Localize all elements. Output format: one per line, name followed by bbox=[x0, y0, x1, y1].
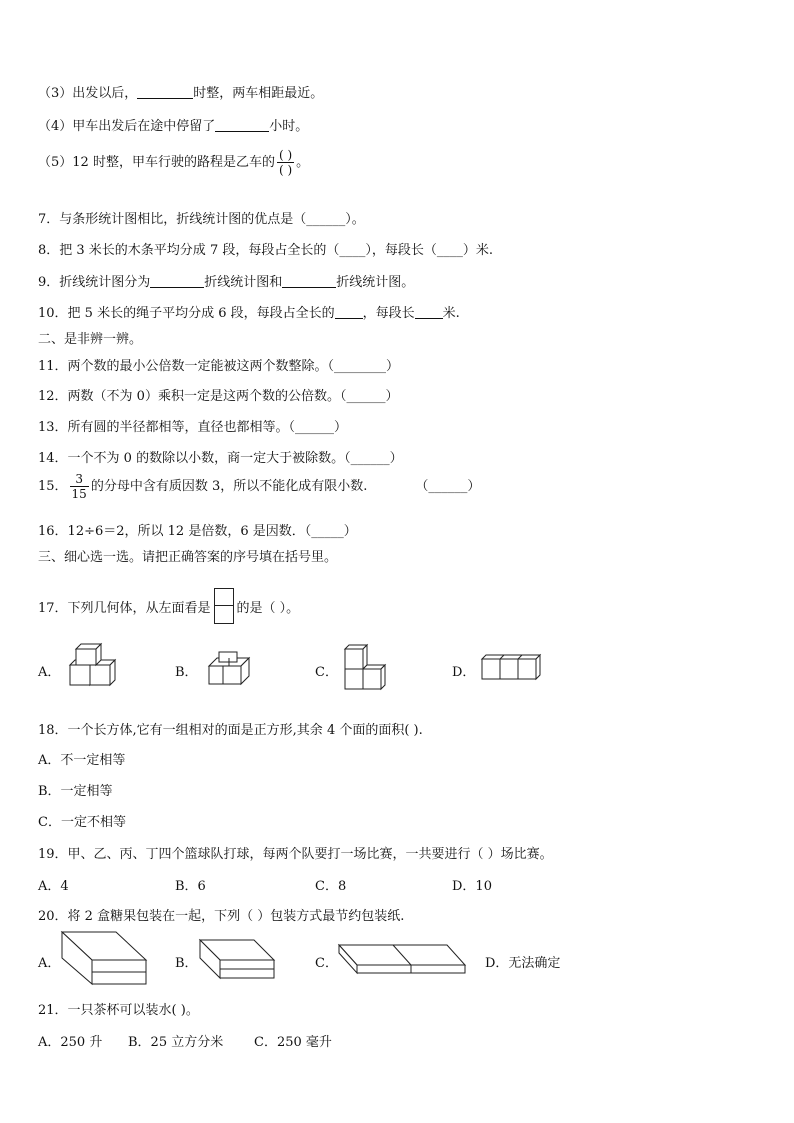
q9-pre: 9．折线统计图分为 bbox=[38, 275, 151, 290]
q17-option-a-cubes[interactable] bbox=[68, 643, 128, 693]
q15-blank[interactable]: （______） bbox=[415, 479, 481, 494]
fraction-denominator: ( ) bbox=[278, 163, 293, 177]
question-12: 12．两数（不为 0）乘积一定是这两个数的公倍数。（______） bbox=[38, 389, 399, 404]
question-18: 18．一个长方体,它有一组相对的面是正方形,其余 4 个面的面积( ). bbox=[38, 723, 423, 738]
q6-part5 bbox=[38, 148, 309, 177]
question-19: 19．甲、乙、丙、丁四个篮球队打球，每两个队要打一场比赛，一共要进行（ ）场比赛。 bbox=[38, 847, 553, 862]
fraction-numerator: 3 bbox=[75, 472, 83, 486]
q20-option-b-label[interactable]: B． bbox=[175, 956, 198, 971]
left-view-figure bbox=[214, 588, 234, 624]
cube-top bbox=[76, 644, 101, 665]
q17-pre: 17．下列几何体，从左面看是 bbox=[38, 601, 211, 616]
answer-blank[interactable] bbox=[415, 306, 443, 319]
q6-part5-post: 。 bbox=[296, 155, 310, 170]
q20-option-c-boxes[interactable] bbox=[337, 943, 469, 977]
question-13: 13．所有圆的半径都相等，直径也都相等。（______） bbox=[38, 420, 348, 435]
q19-option-d[interactable]: D．10 bbox=[452, 879, 492, 894]
fraction-blank[interactable] bbox=[277, 148, 294, 177]
q17-option-d-label[interactable]: D． bbox=[452, 665, 476, 680]
q17-post: 的是（ ）。 bbox=[236, 601, 300, 616]
fraction-denominator: 15 bbox=[71, 487, 87, 501]
question-20: 20．将 2 盒糖果包装在一起，下列（ ）包装方式最节约包装纸. bbox=[38, 909, 405, 924]
question-17 bbox=[38, 588, 299, 624]
q17-option-c-label[interactable]: C． bbox=[315, 665, 338, 680]
q20-option-d[interactable]: D．无法确定 bbox=[485, 956, 561, 971]
q18-option-c[interactable]: C．一定不相等 bbox=[38, 815, 126, 830]
answer-blank[interactable] bbox=[150, 275, 204, 288]
question-11: 11．两个数的最小公倍数一定能被这两个数整除。（________） bbox=[38, 359, 400, 374]
q15-text: 的分母中含有质因数 3，所以不能化成有限小数. bbox=[90, 479, 368, 494]
question-10 bbox=[38, 302, 460, 321]
question-21: 21．一只茶杯可以装水( )。 bbox=[38, 1003, 199, 1018]
q17-option-a-label[interactable]: A． bbox=[38, 665, 61, 680]
answer-blank[interactable] bbox=[282, 275, 336, 288]
q6-part5-pre: （5）12 时整，甲车行驶的路程是乙车的 bbox=[38, 155, 275, 170]
q18-option-a[interactable]: A．不一定相等 bbox=[38, 753, 126, 768]
question-8: 8．把 3 米长的木条平均分成 7 段，每段占全长的（____），每段长（____）米. bbox=[38, 243, 493, 258]
left-view-divider bbox=[215, 605, 233, 606]
question-15 bbox=[38, 472, 480, 501]
q19-option-a[interactable]: A．4 bbox=[38, 879, 69, 894]
answer-blank[interactable] bbox=[335, 306, 363, 319]
q15-pre: 15． bbox=[38, 479, 68, 494]
q19-option-c[interactable]: C．8 bbox=[315, 879, 347, 894]
question-14: 14．一个不为 0 的数除以小数，商一定大于被除数。（______） bbox=[38, 451, 403, 466]
q6-part3-pre: （3）出发以后， bbox=[38, 86, 138, 101]
q9-post: 折线统计图。 bbox=[336, 275, 415, 290]
q10-mid: ，每段长 bbox=[362, 306, 415, 321]
q6-part3 bbox=[38, 82, 323, 101]
answer-blank[interactable] bbox=[137, 86, 193, 99]
q17-option-b-cubes[interactable] bbox=[205, 650, 255, 690]
q6-part3-post: 时整，两车相距最近。 bbox=[193, 86, 324, 101]
q17-option-d-cubes[interactable] bbox=[480, 653, 550, 685]
q18-option-b[interactable]: B．一定相等 bbox=[38, 784, 113, 799]
q17-option-c-cubes[interactable] bbox=[343, 643, 393, 693]
q20-option-a-boxes[interactable] bbox=[60, 930, 150, 988]
q10-pre: 10．把 5 米长的绳子平均分成 6 段，每段占全长的 bbox=[38, 306, 335, 321]
q6-part4-pre: （4）甲车出发后在途中停留了 bbox=[38, 119, 216, 134]
q21-option-a[interactable]: A．250 升 bbox=[38, 1035, 103, 1050]
fraction-numerator: ( ) bbox=[278, 148, 293, 162]
section-2-heading: 二、是非辨一辨。 bbox=[38, 332, 143, 347]
q21-option-b[interactable]: B．25 立方分米 bbox=[128, 1035, 224, 1050]
q21-option-c[interactable]: C．250 毫升 bbox=[254, 1035, 332, 1050]
fraction bbox=[70, 472, 89, 501]
q20-option-b-boxes[interactable] bbox=[198, 938, 278, 982]
q19-option-b[interactable]: B．6 bbox=[175, 879, 206, 894]
q6-part4 bbox=[38, 115, 308, 134]
q9-mid: 折线统计图和 bbox=[204, 275, 283, 290]
q10-post: 米. bbox=[442, 306, 460, 321]
question-7: 7．与条形统计图相比，折线统计图的优点是（______）。 bbox=[38, 212, 365, 227]
q17-option-b-label[interactable]: B． bbox=[175, 665, 198, 680]
question-16: 16．12÷6＝2，所以 12 是倍数，6 是因数．（_____） bbox=[38, 524, 357, 539]
section-3-heading: 三、细心选一选。请把正确答案的序号填在括号里。 bbox=[38, 550, 338, 565]
question-9 bbox=[38, 271, 414, 290]
q20-option-c-label[interactable]: C． bbox=[315, 956, 338, 971]
answer-blank[interactable] bbox=[215, 119, 269, 132]
q6-part4-post: 小时。 bbox=[269, 119, 309, 134]
q20-option-a-label[interactable]: A． bbox=[38, 956, 61, 971]
